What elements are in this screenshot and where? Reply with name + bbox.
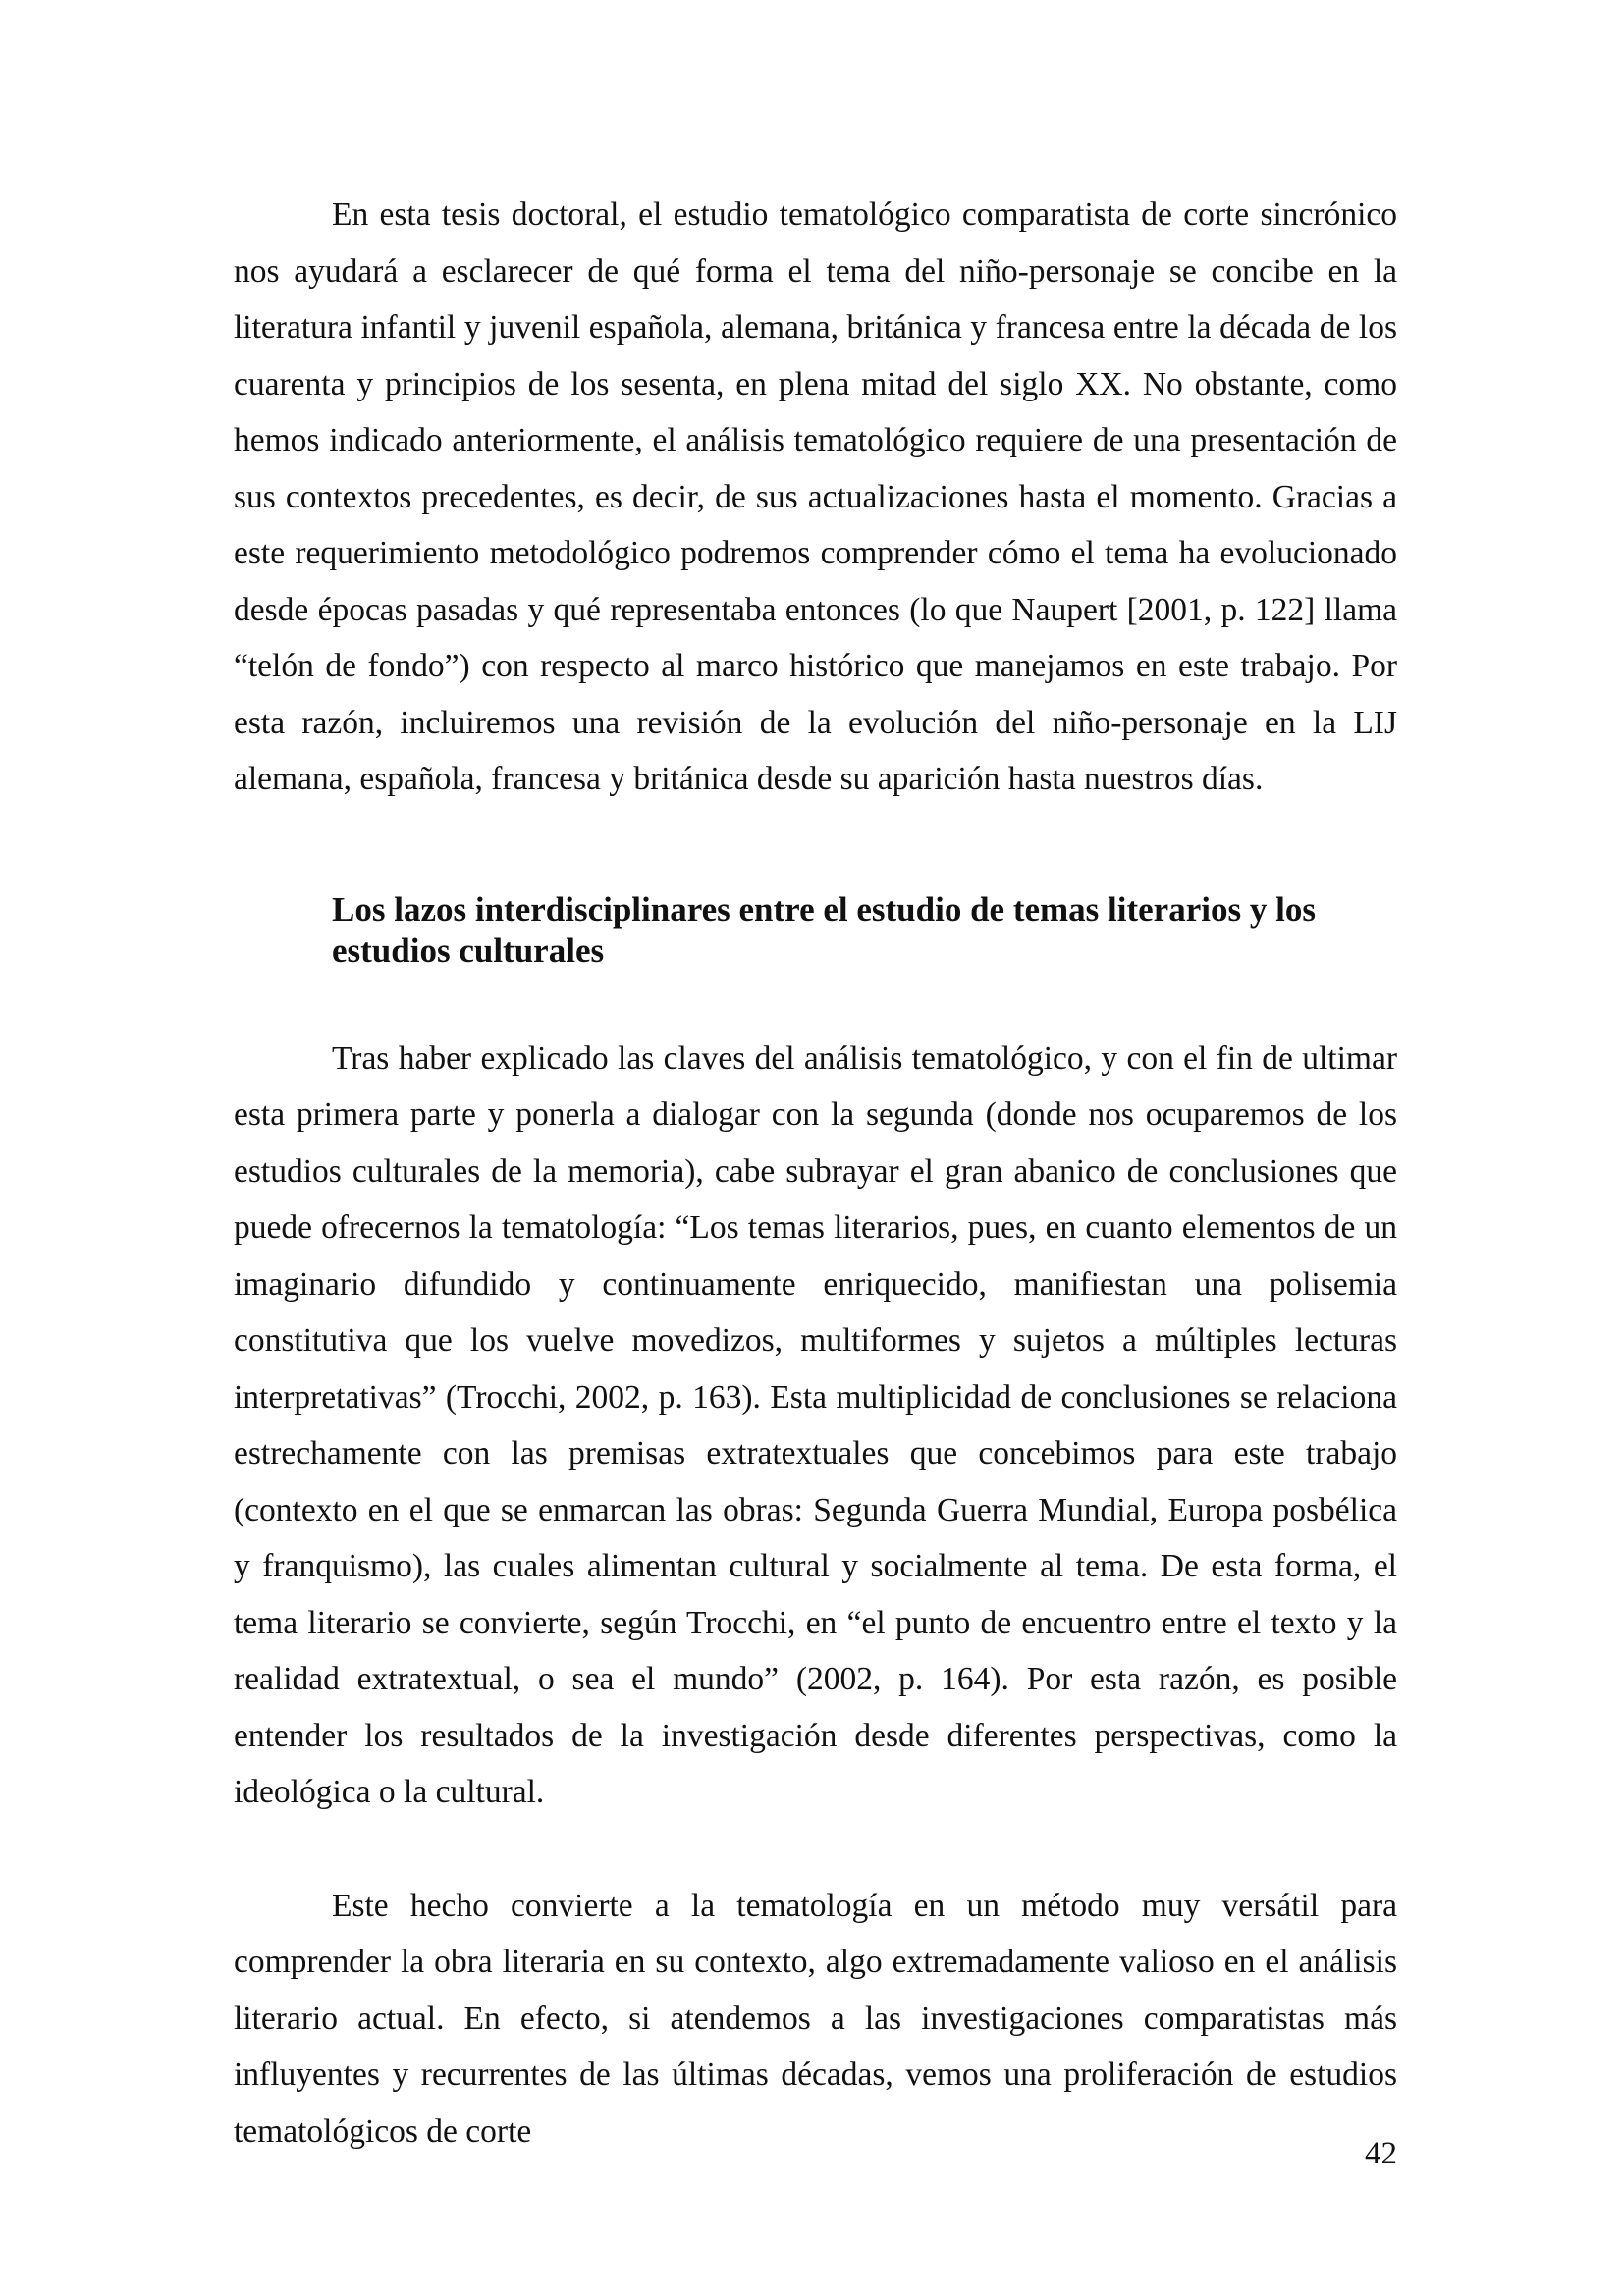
paragraph-intro: En esta tesis doctoral, el estudio tematológico comparatista de corte sincrónico nos ayudará a esclarecer de qué forma el tema del niño-personaje se concibe en la literatura infantil y juvenil española, alemana, británica y francesa entre la década de los cuarenta y principios de los sesenta, en plena mitad del siglo XX. No obstante, como hemos indicado anteriormente, el análisis tematológico requiere de una presentación de sus contextos precedentes, es decir, de sus actualizaciones hasta el momento. Gracias a este requerimiento metodológico podremos comprender cómo el tema ha evolucionado desde épocas pasadas y qué representaba entonces (lo que Naupert [2001, p. 122] llama “telón de fondo”) con respecto al marco histórico que manejamos en este trabajo. Por esta razón, incluiremos una revisión de la evolución del niño-personaje en la LIJ alemana, española, francesa y británica desde su aparición hasta nuestros días. <box>234 196 1397 797</box>
paragraph-versatilidad: Este hecho convierte a la tematología en un método muy versátil para comprender la obra literaria en su contexto, algo extremadamente valioso en el análisis literario actual. En efecto, si atendemos a las investigaciones comparatistas más influyentes y recurrentes de las últimas décadas, vemos una proliferación de estudios tematológicos de corte <box>234 1887 1397 2150</box>
page-body <box>234 187 1397 2160</box>
page-number: 42 <box>1365 2136 1397 2171</box>
paragraph-tematologia: Tras haber explicado las claves del análisis tematológico, y con el fin de ultimar esta primera parte y ponerla a dialogar con la segunda (donde nos ocuparemos de los estudios culturales de la memoria), cabe subrayar el gran abanico de conclusiones que puede ofrecernos la tematología: “Los temas literarios, pues, en cuanto elementos de un imaginario difundido y continuamente enriquecido, manifiestan una polisemia constitutiva que los vuelve movedizos, multiformes y sujetos a múltiples lecturas interpretativas” (Trocchi, 2002, p. 163). Esta multiplicidad de conclusiones se relaciona estrechamente con las premisas extratextuales que concebimos para este trabajo (contexto en el que se enmarcan las obras: Segunda Guerra Mundial, Europa posbélica y franquismo), las cuales alimentan cultural y socialmente al tema. De esta forma, el tema literario se convierte, según Trocchi, en “el punto de encuentro entre el texto y la realidad extratextual, o sea el mundo” (2002, p. 164). Por esta razón, es posible entender los resultados de la investigación desde diferentes perspectivas, como la ideológica o la cultural. <box>234 1040 1397 1810</box>
section-heading: Los lazos interdisciplinares entre el estudio de temas literarios y los estudios culturales <box>332 889 1316 970</box>
